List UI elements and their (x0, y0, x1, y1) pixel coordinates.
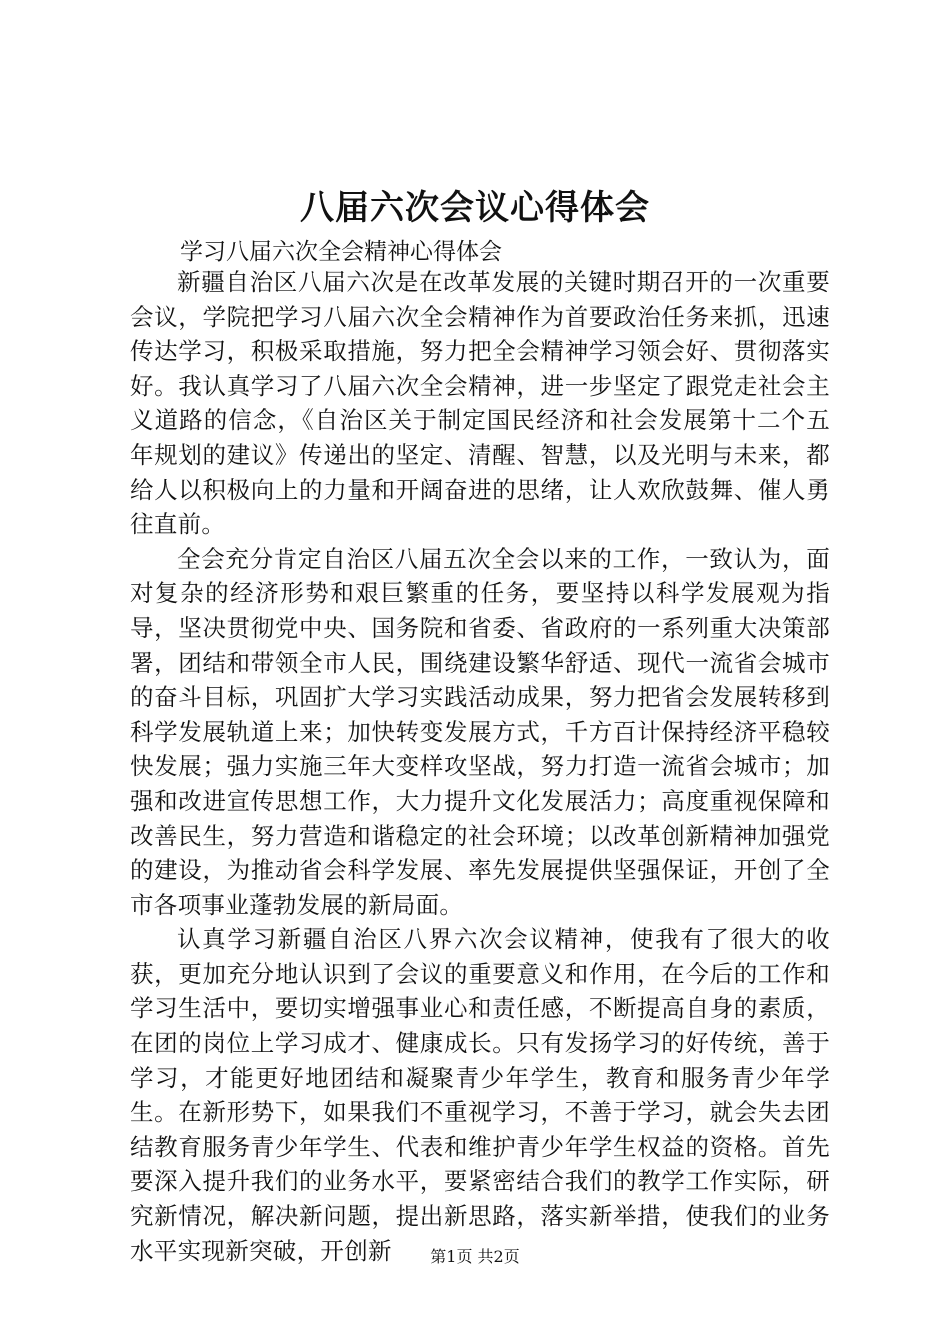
paragraph-1: 新疆自治区八届六次是在改革发展的关键时期召开的一次重要会议，学院把学习八届六次全会精神作为首要政治任务来抓，迅速传达学习，积极采取措施，努力把全会精神学习领会好、贯彻落实好。我认真学习了八届六次全会精神，进一步坚定了跟党走社会主义道路的信念，《自治区关于制定国民经济和社会发展第十二个五年规划的建议》传递出的坚定、清醒、智慧，以及光明与未来，都给人以积极向上的力量和开阔奋进的思绪，让人欢欣鼓舞、催人勇往直前。 (130, 268, 830, 539)
document-subtitle: 学习八届六次全会精神心得体会 (180, 239, 502, 265)
document-body (130, 265, 830, 1268)
document-title: 八届六次会议心得体会 (300, 188, 650, 228)
paragraph-2: 全会充分肯定自治区八届五次全会以来的工作，一致认为，面对复杂的经济形势和艰巨繁重的任务，要坚持以科学发展观为指导，坚决贯彻党中央、国务院和省委、省政府的一系列重大决策部署，团结和带领全市人民，围绕建设繁华舒适、现代一流省会城市的奋斗目标，巩固扩大学习实践活动成果，努力把省会发展转移到科学发展轨道上来；加快转变发展方式，千方百计保持经济平稳较快发展；强力实施三年大变样攻坚战，努力打造一流省会城市；加强和改进宣传思想工作，大力提升文化发展活力；高度重视保障和改善民生，努力营造和谐稳定的社会环境；以改革创新精神加强党的建设，为推动省会科学发展、率先发展提供坚强保证，开创了全市各项事业蓬勃发展的新局面。 (130, 544, 830, 919)
paragraph-3: 认真学习新疆自治区八界六次会议精神，使我有了很大的收获，更加充分地认识到了会议的重要意义和作用，在今后的工作和学习生活中，要切实增强事业心和责任感，不断提高自身的素质，在团的岗位上学习成才、健康成长。只有发扬学习的好传统，善于学习，才能更好地团结和凝聚青少年学生，教育和服务青少年学生。在新形势下，如果我们不重视学习，不善于学习，就会失去团结教育服务青少年学生、代表和维护青少年学生权益的资格。首先要深入提升我们的业务水平，要紧密结合我们的教学工作实际，研究新情况，解决新问题，提出新思路，落实新举措，使我们的业务水平实现新突破，开创新 (130, 925, 830, 1265)
page-footer: 第1页 共2页 (430, 1247, 520, 1266)
